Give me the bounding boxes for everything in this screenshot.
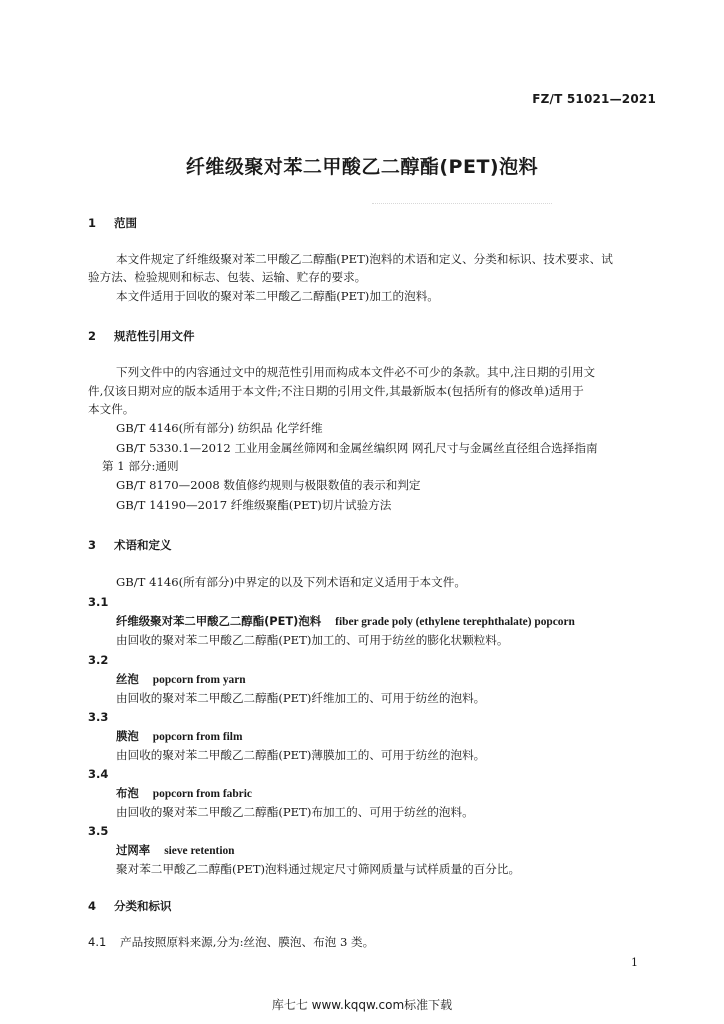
scope-paragraph-line-1: 本文件规定了纤维级聚对苯二甲酸乙二醇酯(PET)泡料的术语和定义、分类和标识、技术要求、试: [116, 252, 613, 266]
term-chinese: 布泡: [116, 786, 139, 800]
term-chinese: 纤维级聚对苯二甲酸乙二醇酯(PET)泡料: [116, 614, 322, 628]
term-entry: [116, 671, 246, 687]
term-english: sieve retention: [164, 845, 235, 857]
reference-item: GB/T 8170—2008 数值修约规则与极限数值的表示和判定: [116, 478, 421, 492]
clause-4-1: [88, 933, 374, 951]
clause-text: 产品按照原料来源,分为:丝泡、膜泡、布泡 3 类。: [120, 935, 375, 949]
term-entry: [116, 842, 235, 858]
reference-item: GB/T 5330.1—2012 工业用金属丝筛网和金属丝编织网 网孔尺寸与金属丝直径组合选择指南: [116, 441, 598, 455]
section-1-heading: [88, 215, 137, 231]
reference-item-continuation: 第 1 部分:通则: [102, 459, 179, 473]
terms-intro: GB/T 4146(所有部分)中界定的以及下列术语和定义适用于本文件。: [116, 575, 466, 589]
term-english: popcorn from fabric: [152, 788, 252, 800]
section-number: 4: [88, 899, 97, 913]
reference-item: GB/T 14190—2017 纤维级聚酯(PET)切片试验方法: [116, 498, 392, 512]
term-english: fiber grade poly (ethylene terephthalate) popcorn: [335, 616, 575, 628]
references-intro-line-2: 件,仅该日期对应的版本适用于本文件;不注日期的引用文件,其最新版本(包括所有的修改单)适用于: [88, 384, 584, 398]
term-entry: [116, 728, 242, 744]
term-definition: 由回收的聚对苯二甲酸乙二醇酯(PET)纤维加工的、可用于纺丝的泡料。: [116, 691, 486, 705]
term-entry: [116, 785, 252, 801]
term-definition: 由回收的聚对苯二甲酸乙二醇酯(PET)加工的、可用于纺丝的膨化状颗粒料。: [116, 633, 509, 647]
term-english: popcorn from yarn: [152, 674, 246, 686]
term-number: 3.5: [88, 824, 109, 838]
references-intro-line-3: 本文件。: [88, 402, 135, 416]
term-definition: 由回收的聚对苯二甲酸乙二醇酯(PET)薄膜加工的、可用于纺丝的泡料。: [116, 748, 486, 762]
standard-code: FZ/T 51021—2021: [532, 92, 656, 106]
clause-number: 4.1: [88, 935, 107, 949]
term-number: 3.1: [88, 595, 109, 609]
section-number: 1: [88, 216, 97, 230]
reference-item: GB/T 4146(所有部分) 纺织品 化学纤维: [116, 421, 323, 435]
section-title: 术语和定义: [114, 538, 172, 552]
term-definition: 由回收的聚对苯二甲酸乙二醇酯(PET)布加工的、可用于纺丝的泡料。: [116, 805, 474, 819]
term-chinese: 膜泡: [116, 729, 139, 743]
term-number: 3.3: [88, 710, 109, 724]
section-4-heading: [88, 898, 172, 914]
term-number: 3.4: [88, 767, 109, 781]
term-english: popcorn from film: [152, 731, 243, 743]
term-chinese: 过网率: [116, 843, 151, 857]
references-intro-line-1: 下列文件中的内容通过文中的规范性引用而构成本文件必不可少的条款。其中,注日期的引用文: [116, 365, 596, 379]
page-number: 1: [631, 956, 638, 969]
section-title: 规范性引用文件: [114, 329, 195, 343]
scope-paragraph-line-2: 验方法、检验规则和标志、包装、运输、贮存的要求。: [88, 270, 367, 284]
section-3-heading: [88, 537, 172, 553]
section-title: 范围: [114, 216, 137, 230]
section-number: 2: [88, 329, 97, 343]
document-title: 纤维级聚对苯二甲酸乙二醇酯(PET)泡料: [185, 156, 539, 178]
section-2-heading: [88, 328, 195, 344]
scan-artifact: [372, 203, 552, 206]
term-entry: [116, 613, 575, 629]
term-definition: 聚对苯二甲酸乙二醇酯(PET)泡料通过规定尺寸筛网质量与试样质量的百分比。: [116, 862, 521, 876]
term-chinese: 丝泡: [116, 672, 139, 686]
section-number: 3: [88, 538, 97, 552]
scope-paragraph-2: 本文件适用于回收的聚对苯二甲酸乙二醇酯(PET)加工的泡料。: [116, 289, 439, 303]
watermark-footer: 库七七 www.kqqw.com标准下载: [271, 998, 453, 1012]
term-number: 3.2: [88, 653, 109, 667]
section-title: 分类和标识: [114, 899, 172, 913]
